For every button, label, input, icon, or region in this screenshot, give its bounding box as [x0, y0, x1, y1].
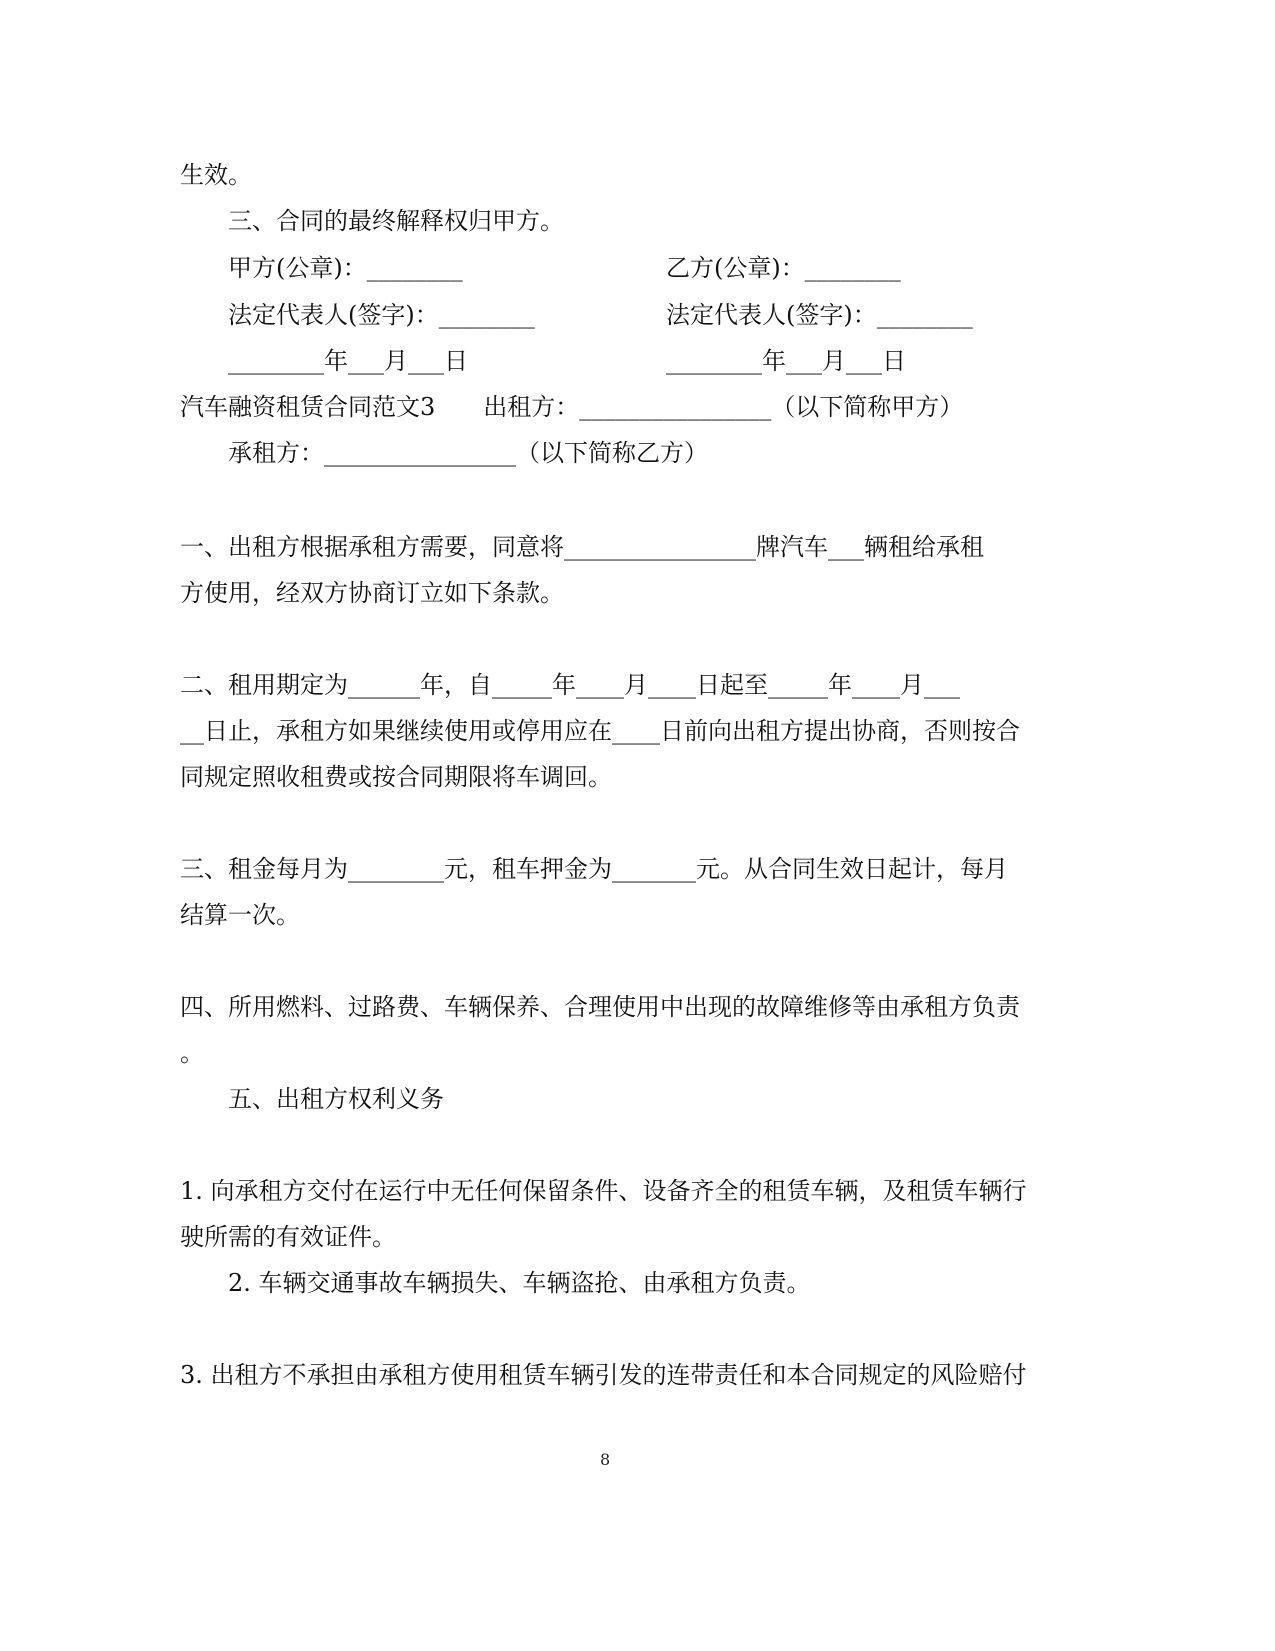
clause-1-line-2: 方使用，经双方协商订立如下条款。	[180, 579, 564, 607]
party-b-date-line: ________年___月___日	[666, 347, 906, 375]
item-1-line-2: 驶所需的有效证件。	[180, 1223, 396, 1251]
clause-4-line-2: 。	[180, 1039, 204, 1067]
clause-1-line-1: 一、出租方根据承租方需要，同意将________________牌汽车___辆租给承租	[180, 533, 984, 561]
item-3-line-1: 3. 出租方不承担由承租方使用租赁车辆引发的连带责任和本合同规定的风险赔付	[180, 1361, 1027, 1389]
contract-title-lessor-line: 汽车融资租赁合同范文3 出租方：________________（以下简称甲方）	[180, 393, 964, 421]
clause-2-line-3: 同规定照收租费或按合同期限将车调回。	[180, 763, 612, 791]
text-line: 生效。	[180, 161, 252, 189]
item-1-line-1: 1. 向承租方交付在运行中无任何保留条件、设备齐全的租赁车辆，及租赁车辆行	[180, 1177, 1027, 1205]
party-a-seal-line: 甲方(公章)：________	[228, 254, 463, 282]
clause-2-line-2: __日止，承租方如果继续使用或停用应在____日前向出租方提出协商，否则按合	[180, 717, 1020, 745]
item-2-line: 2. 车辆交通事故车辆损失、车辆盗抢、由承租方负责。	[228, 1269, 811, 1297]
clause-final-interpretation: 三、合同的最终解释权归甲方。	[228, 207, 564, 235]
section-5-heading: 五、出租方权利义务	[228, 1085, 444, 1113]
clause-2-line-1: 二、租用期定为______年，自_____年____月____日起至_____年____月___	[180, 671, 960, 699]
clause-4-line-1: 四、所用燃料、过路费、车辆保养、合理使用中出现的故障维修等由承租方负责	[180, 993, 1020, 1021]
lessee-line: 承租方：________________（以下简称乙方）	[228, 439, 708, 467]
party-a-date-line: ________年___月___日	[228, 347, 468, 375]
party-a-representative-line: 法定代表人(签字)：________	[228, 301, 535, 329]
page-number: 8	[600, 1450, 611, 1469]
party-b-seal-line: 乙方(公章)：________	[666, 254, 901, 282]
clause-3-line-1: 三、租金每月为________元，租车押金为_______元。从合同生效日起计，每月	[180, 855, 1008, 883]
party-b-representative-line: 法定代表人(签字)：________	[666, 301, 973, 329]
clause-3-line-2: 结算一次。	[180, 901, 300, 929]
